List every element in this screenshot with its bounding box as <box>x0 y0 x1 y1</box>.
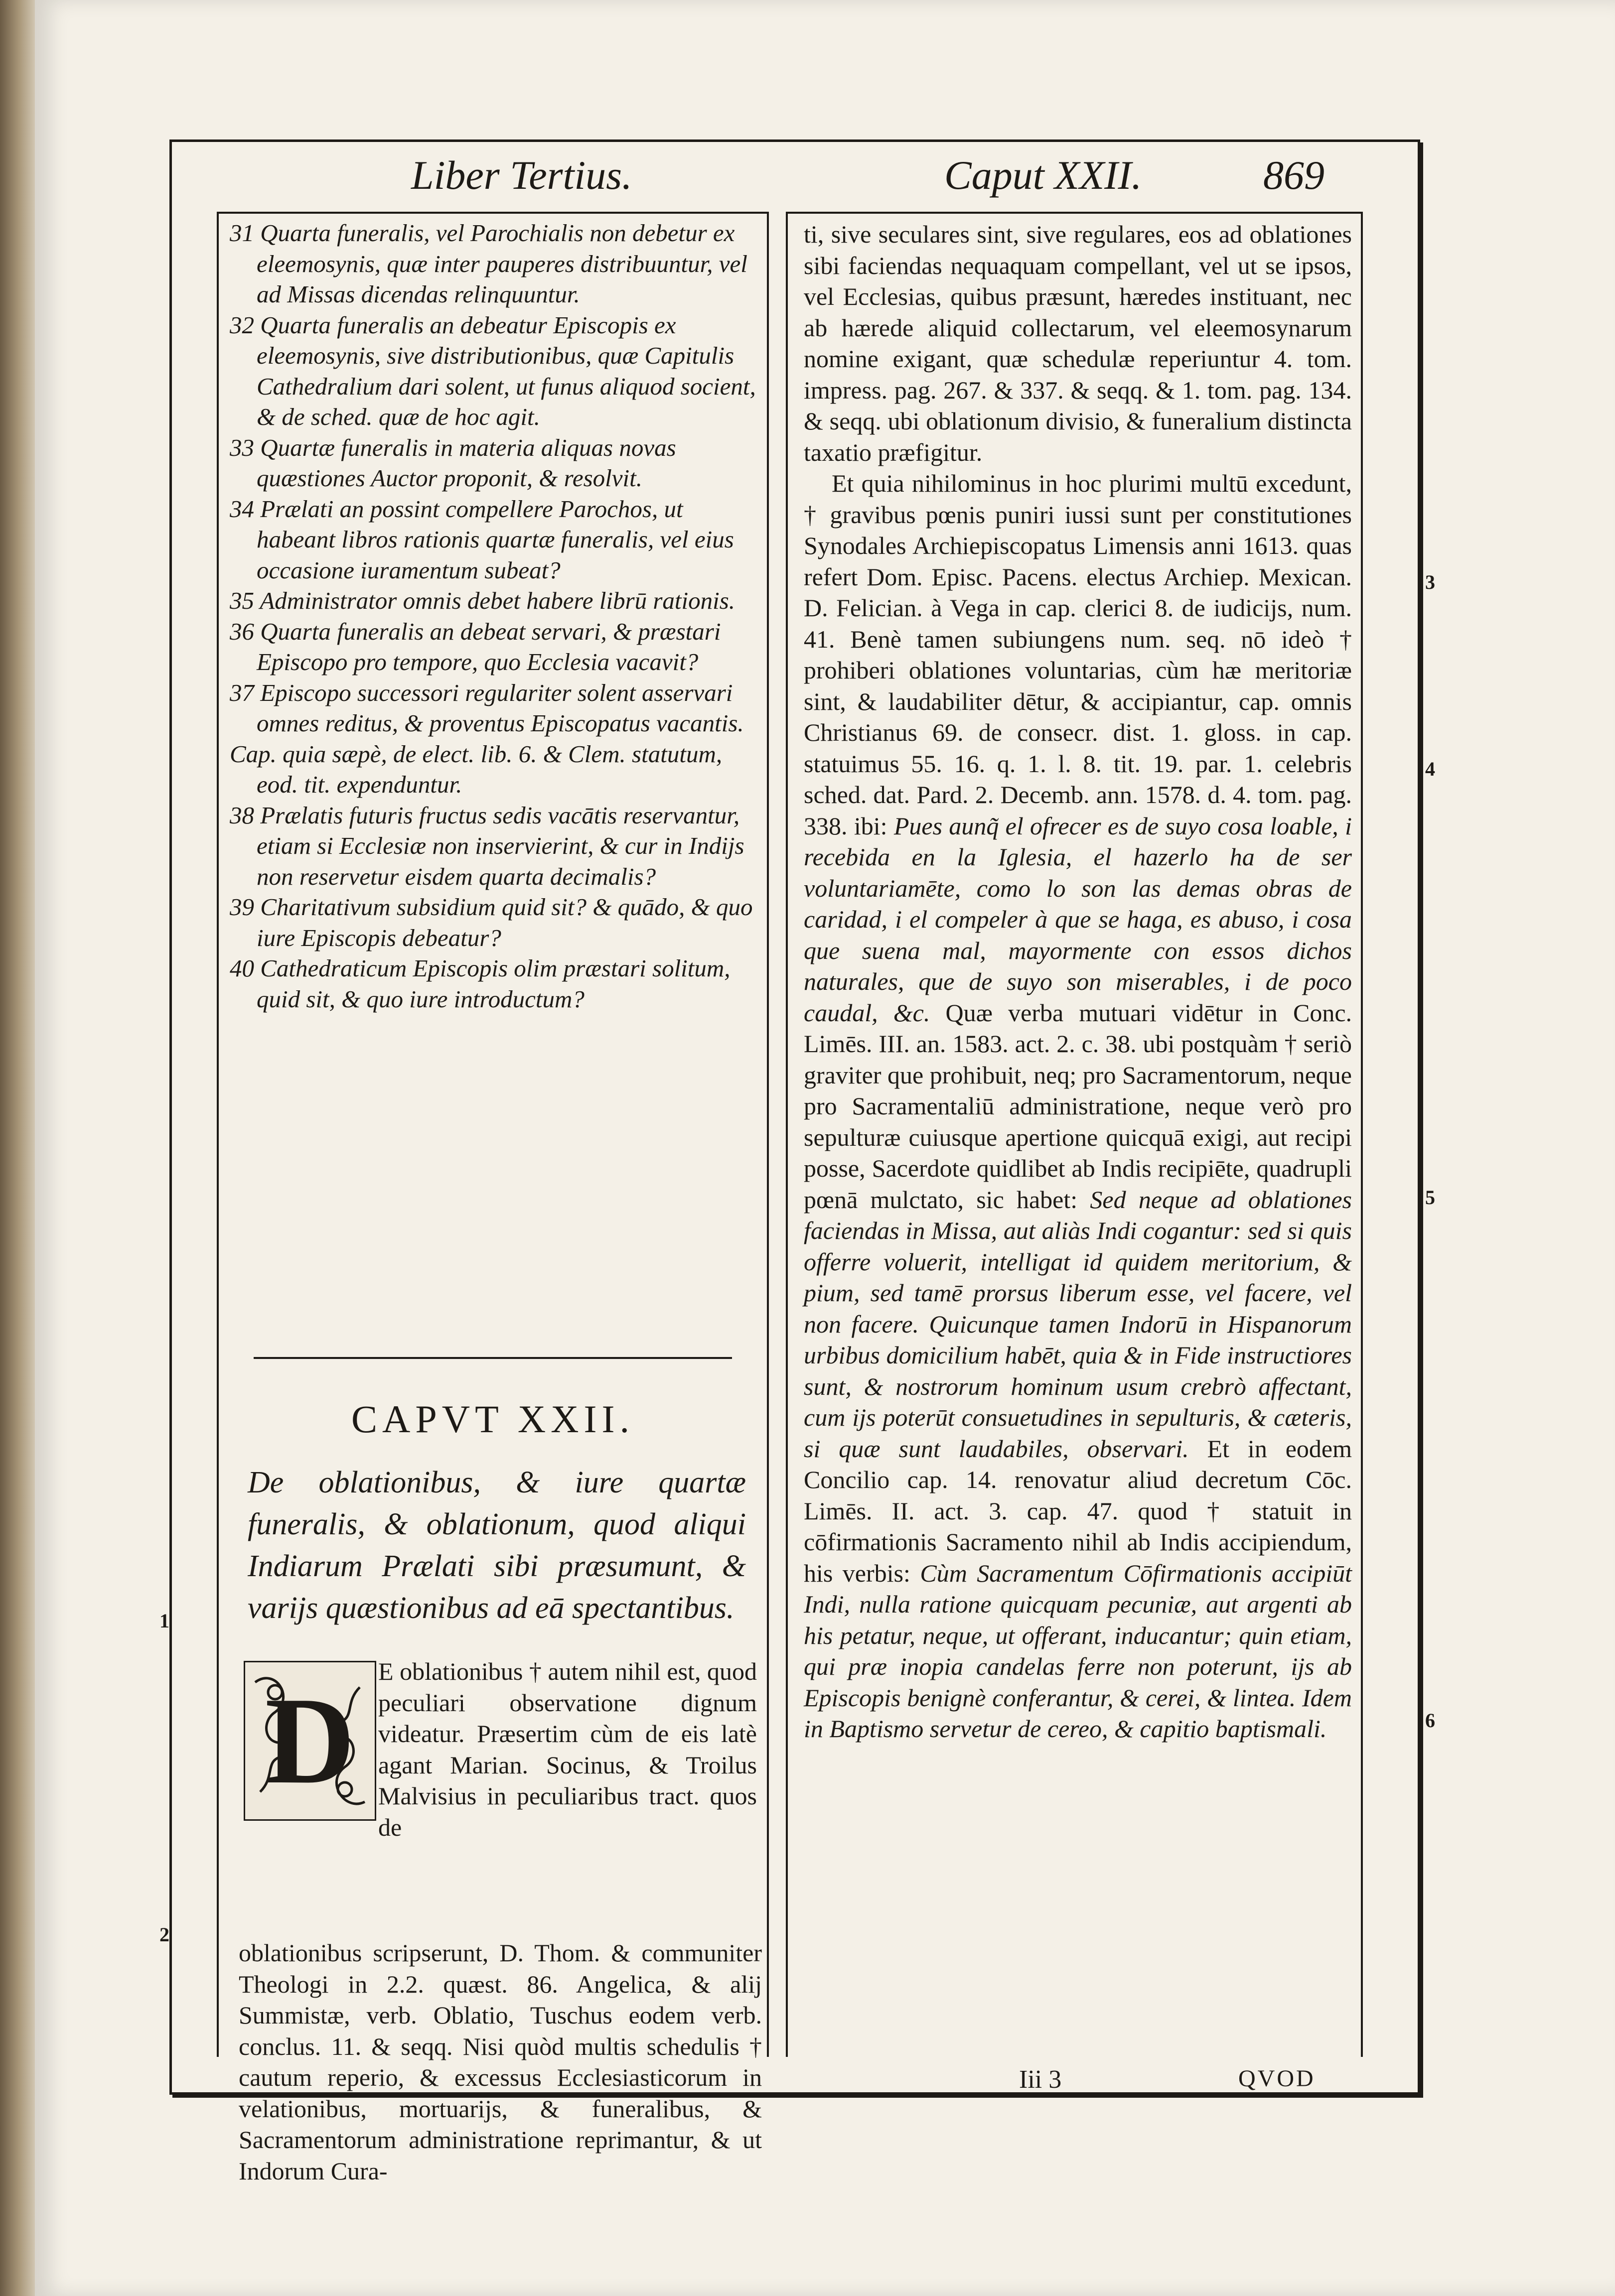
paragraph: ti, sive seculares sint, sive regulares, eos ad oblationes sibi faciendas nequaquam compellant, vel ut se ipsos, vel Ecclesias, quibus præsunt, hæredes instituant, nec ab hærede aliquid collectarum, vel eleemosynarum nomine exigant, quæ schedulæ reperiuntur 4. tom. impress. pag. 267. & 337. & seqq. & 1. tom. pag. 134. & seqq. ubi oblationum divisio, & funeralium distincta taxatio præfigitur. <box>804 220 1352 466</box>
body-text-left: oblationibus scripserunt, D. Thom. & communiter Theologi in 2.2. quæst. 86. Angelica, & alij Summistæ, verb. Oblatio, Tuschus eodem verb. conclus. 11. & seqq. Nisi quòd multis schedulis † cautum reperio, & excessus Ecclesiasticorum in velationibus, mortuarijs, & funeralibus, & Sacramentorum administratione reprimantur, & ut Indorum Cura- <box>239 1939 762 2185</box>
latin-quotation: Cùm Sacramentum Cōfirmationis accipiūt Indi, nulla ratione quicquam pecuniæ, aut argenti ab his petatur, neque, ut offerant, inducantur; quin etiam, qui præ inopia candelas ferre non poterunt, ijs ab Episcopis benignè conferantur, & cerei, & lintea. Idem in Baptismo servetur de cereo, & capitio baptismali. <box>804 1559 1352 1743</box>
chapter-title: CAPVT XXII. <box>351 1397 634 1441</box>
summary-item: 40 Cathedraticum Episcopis olim præstari solitum, quid sit, & quo iure introductum? <box>230 954 731 1013</box>
summary-item: 32 Quarta funeralis an debeatur Episcopis ex eleemosynis, sive distributionibus, quæ Capitulis Cathedralium dari solent, ut funus aliquod socient, & de sched. quæ de hoc agit. <box>230 311 756 430</box>
page-number: 869 <box>1263 152 1324 198</box>
summary-item: 39 Charitativum subsidium quid sit? & quādo, & quo iure Episcopis debeatur? <box>230 893 753 951</box>
margin-number: 6 <box>1425 1709 1435 1732</box>
summary-item: 35 Administrator omnis debet habere librū rationis. <box>230 587 735 614</box>
chapter-summary: De oblationibus, & iure quartæ funeralis, & oblationum, quod aliqui Indiarum Prælati sibi præsumunt, & varijs quæstionibus ad eā spectantibus. <box>248 1466 746 1625</box>
decorated-initial <box>244 1661 376 1821</box>
latin-quotation: Sed neque ad oblationes faciendas in Missa, aut aliàs Indi cogantur: sed si quis offerre voluerit, intelligat id quidem meritorium, & pium, sed tamē prorsus liberum esse, vel facere, vel non facere. Quicunque tamen Indorū in Hispanorum urbibus domicilium habēt, quia & in Fide instructiores sunt, & nostrorum hominum usum crebrò affectant, cum ijs poterūt consuetudines in sepulturis, & cæteris, si quæ sunt laudabiles, observari. <box>804 1185 1352 1463</box>
summary-item: 36 Quarta funeralis an debeat servari, & præstari Episcopo pro tempore, quo Ecclesia vacavit? <box>230 617 721 675</box>
paragraph: Et quia nihilominus in hoc plurimi multū excedunt, † gravibus pœnis puniri iussi sunt per constitutiones Synodales Archiepiscopatus Limensis anni 1613. quas refert Dom. Episc. Pacens. electus Archiep. Mexican. D. Felician. à Vega in cap. clerici 8. de iudicijs, num. 41. Benè tamen subiungens num. seq. nō ideò † prohiberi oblationes voluntarias, cùm hæ meritoriæ sint, & laudabiliter dētur, & accipiantur, cap. omnis Christianus 69. de consecr. dist. 1. gloss. in cap. statuimus 55. 16. q. 1. l. 8. tit. 19. par. 1. celebris sched. dat. Pard. 2. Decemb. ann. 1578. d. 4. tom. pag. 338. ibi: Pues aunq̃ el ofrecer es de suyo cosa loable, i recebida en la Iglesia, el hazerlo ha de ser voluntariamēte, como lo son las demas obras de caridad, i el compeler à que se haga, es abuso, i cosa que suena mal, mayormente con essos dichos naturales, que de suyo son miserables, i de poco caudal, &c. Quæ verba mutuari vidētur in Conc. Limēs. III. an. 1583. act. 2. c. 38. ubi postquàm † seriò graviter que prohibuit, neq; pro Sacramentorum, neque pro Sacramentaliū administratione, neque verò pro sepulturæ cuiusque apertione quicquā exigi, aut recipi posse, Sacerdote quidlibet ab Indis recipiēte, quadrupli pœnā mulctato, sic habet: Sed neque ad oblationes faciendas in Missa, aut aliàs Indi cogantur: sed si quis offerre voluerit, intelligat id quidem meritorium, & pium, sed tamē prorsus liberum esse, vel facere, vel non facere. Quicunque tamen Indorū in Hispanorum urbibus domicilium habēt, quia & in Fide instructiores sunt, & nostrorum hominum usum crebrò affectant, cum ijs poterūt consuetudines in sepulturis, & cæteris, si quæ sunt laudabiles, observari. Et in eodem Concilio cap. 14. renovatur aliud decretum Cōc. Limēs. II. act. 3. cap. 47. quod † statuit in cōfirmationis Sacramento nihil ab Indis accipiendum, his verbis: Cùm Sacramentum Cōfirmationis accipiūt Indi, nulla ratione quicquam pecuniæ, aut argenti ab his petatur, neque, ut offerant, inducantur; quin etiam, qui præ inopia candelas ferre non poterunt, ijs ab Episcopis benignè conferantur, & cerei, & lintea. Idem in Baptismo servetur de cereo, & capitio baptismali. <box>804 469 1352 1743</box>
page-frame <box>169 139 1420 2185</box>
spanish-quotation: Pues aunq̃ el ofrecer es de suyo cosa loable, i recebida en la Iglesia, el hazerlo ha de ser voluntariamēte, como lo son las demas obras de caridad, i el compeler à que se haga, es abuso, i cosa que suena mal, mayormente con essos dichos naturales, que de suyo son miserables, i de poco caudal, &c. <box>804 811 1352 1027</box>
margin-number: 5 <box>1425 1186 1435 1209</box>
summary-item: 37 Episcopo successori regulariter solent asservari omnes reditus, & proventus Episcopatus vacantis. <box>230 678 744 737</box>
summary-item: 34 Prælati an possint compellere Parochos, ut habeant libros rationis quartæ funeralis, vel eius occasione iuramentum subeat? <box>230 495 734 584</box>
summary-item: 31 Quarta funeralis, vel Parochialis non debetur ex eleemosynis, quæ inter pauperes distribuuntur, vel ad Missas dicendas relinquuntur. <box>230 219 747 308</box>
initial-letter: D <box>265 1672 355 1810</box>
signature-mark: Iii 3 <box>1019 2065 1062 2094</box>
margin-number: 1 <box>159 1610 169 1632</box>
running-head <box>172 142 1418 212</box>
body-text-right <box>804 219 1352 1745</box>
book-page <box>35 0 1615 2296</box>
left-column <box>217 212 769 2185</box>
right-column <box>786 212 1363 2057</box>
margin-number: 4 <box>1425 758 1435 780</box>
section-divider <box>254 1357 732 1359</box>
running-head-book: Liber Tertius. <box>411 152 632 198</box>
margin-number: 3 <box>1425 571 1435 593</box>
summary-list <box>230 218 758 1014</box>
summary-item: 38 Prælatis futuris fructus sedis vacātis reservantur, etiam si Ecclesiæ non inservierint, & cur in Indijs non reservetur eisdem quarta decimalis? <box>230 801 744 890</box>
summary-item: Cap. quia sæpè, de elect. lib. 6. & Clem. statutum, eod. tit. expenduntur. <box>230 740 723 798</box>
running-head-chapter: Caput XXII. <box>944 152 1142 198</box>
catchword: QVOD <box>1238 2065 1316 2092</box>
body-text-lead: E oblationibus † autem nihil est, quod peculiari observatione dignum videatur. Præsertim cùm de eis latè agant Marian. Socinus, & Troilus Malvisius in peculiaribus tract. quos de <box>378 1657 757 1841</box>
summary-item: 33 Quartæ funeralis in materia aliquas novas quæstiones Auctor proponit, & resolvit. <box>230 433 676 492</box>
margin-number: 2 <box>159 1923 169 1946</box>
